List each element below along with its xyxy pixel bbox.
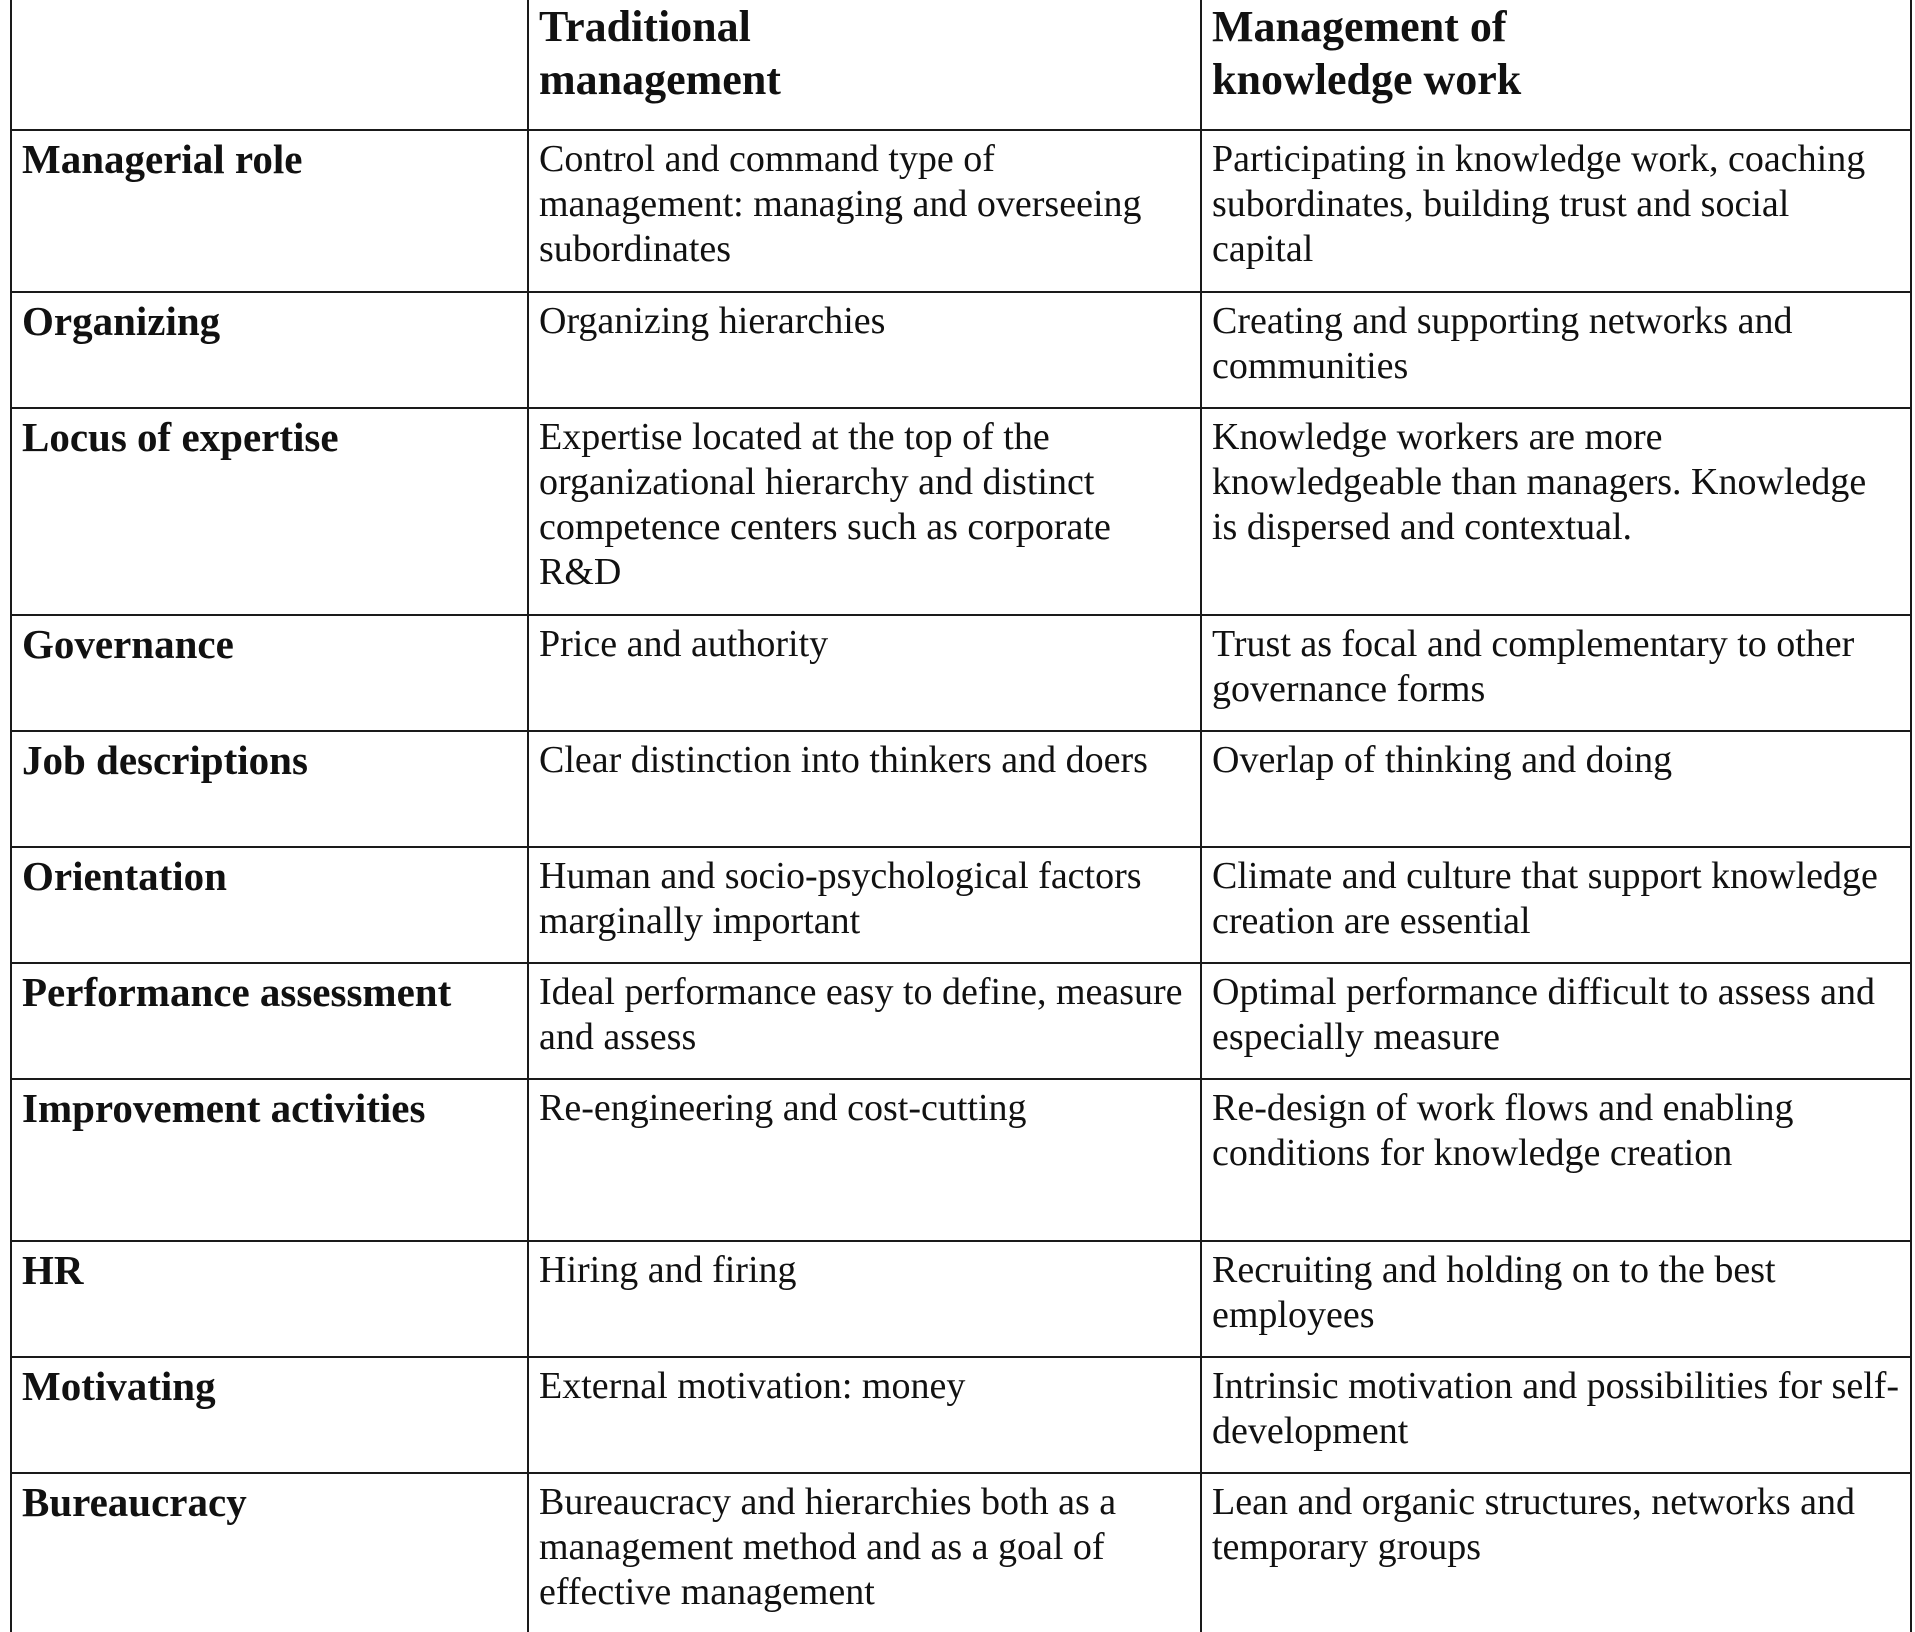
knowledge-work-cell: Optimal performance difficult to assess and especially measure bbox=[1201, 963, 1911, 1079]
table-row bbox=[11, 130, 1911, 292]
header-knowledge-line-1: Management of bbox=[1212, 2, 1507, 51]
row-label: Organizing bbox=[11, 292, 528, 408]
header-traditional-management bbox=[528, 0, 1201, 130]
header-knowledge-line-2: knowledge work bbox=[1212, 55, 1522, 104]
traditional-cell: Bureaucracy and hierarchies both as a management method and as a goal of effective management bbox=[528, 1473, 1201, 1632]
row-label: Locus of expertise bbox=[11, 408, 528, 615]
table-row bbox=[11, 408, 1911, 615]
traditional-cell: Control and command type of management: managing and overseeing subordinates bbox=[528, 130, 1201, 292]
traditional-cell: Human and socio-psychological factors marginally important bbox=[528, 847, 1201, 963]
row-label: Bureaucracy bbox=[11, 1473, 528, 1632]
row-label: Managerial role bbox=[11, 130, 528, 292]
table-row bbox=[11, 615, 1911, 731]
header-traditional-line-1: Traditional bbox=[539, 2, 751, 51]
table-row bbox=[11, 1079, 1911, 1241]
row-label: Orientation bbox=[11, 847, 528, 963]
table-row bbox=[11, 1357, 1911, 1473]
knowledge-work-cell: Re-design of work flows and enabling conditions for knowledge creation bbox=[1201, 1079, 1911, 1241]
traditional-cell: Organizing hierarchies bbox=[528, 292, 1201, 408]
knowledge-work-cell: Trust as focal and complementary to other governance forms bbox=[1201, 615, 1911, 731]
row-label: Improvement activities bbox=[11, 1079, 528, 1241]
row-label: Performance assessment bbox=[11, 963, 528, 1079]
table-row bbox=[11, 963, 1911, 1079]
header-row bbox=[11, 0, 1911, 130]
knowledge-work-cell: Intrinsic motivation and possibilities for self-development bbox=[1201, 1357, 1911, 1473]
knowledge-work-cell: Climate and culture that support knowledge creation are essential bbox=[1201, 847, 1911, 963]
table-row bbox=[11, 1473, 1911, 1632]
table-row bbox=[11, 847, 1911, 963]
table-row bbox=[11, 731, 1911, 847]
traditional-cell: Clear distinction into thinkers and doers bbox=[528, 731, 1201, 847]
row-label: Motivating bbox=[11, 1357, 528, 1473]
table-row bbox=[11, 292, 1911, 408]
knowledge-work-cell: Overlap of thinking and doing bbox=[1201, 731, 1911, 847]
header-knowledge-work-management bbox=[1201, 0, 1911, 130]
traditional-cell: Ideal performance easy to define, measure and assess bbox=[528, 963, 1201, 1079]
knowledge-work-cell: Recruiting and holding on to the best employees bbox=[1201, 1241, 1911, 1357]
knowledge-work-cell: Knowledge workers are more knowledgeable than managers. Knowledge is dispersed and contextual. bbox=[1201, 408, 1911, 615]
traditional-cell: Expertise located at the top of the organizational hierarchy and distinct competence centers such as corporate R&D bbox=[528, 408, 1201, 615]
traditional-cell: Price and authority bbox=[528, 615, 1201, 731]
knowledge-work-cell: Creating and supporting networks and communities bbox=[1201, 292, 1911, 408]
row-label: HR bbox=[11, 1241, 528, 1357]
row-label: Job descriptions bbox=[11, 731, 528, 847]
table-row bbox=[11, 1241, 1911, 1357]
knowledge-work-cell: Participating in knowledge work, coaching subordinates, building trust and social capital bbox=[1201, 130, 1911, 292]
row-label: Governance bbox=[11, 615, 528, 731]
traditional-cell: Re-engineering and cost-cutting bbox=[528, 1079, 1201, 1241]
comparison-table bbox=[10, 0, 1912, 1632]
traditional-cell: External motivation: money bbox=[528, 1357, 1201, 1473]
header-traditional-line-2: management bbox=[539, 55, 781, 104]
traditional-cell: Hiring and firing bbox=[528, 1241, 1201, 1357]
header-empty-cell bbox=[11, 0, 528, 130]
knowledge-work-cell: Lean and organic structures, networks and temporary groups bbox=[1201, 1473, 1911, 1632]
